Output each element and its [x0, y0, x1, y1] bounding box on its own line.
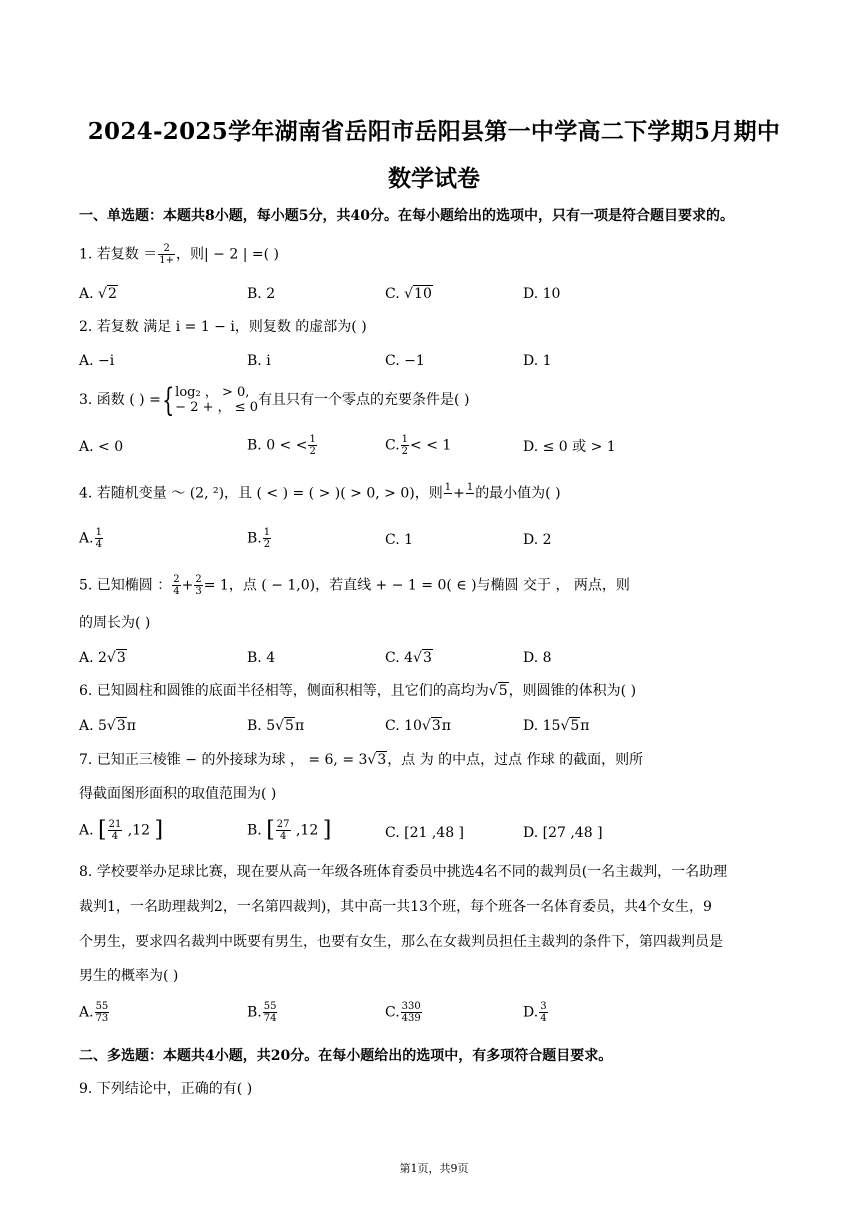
q5-option-a-label: A. 2√ [79, 650, 116, 666]
q3-piecewise [175, 385, 258, 415]
q4-option-b[interactable] [247, 527, 272, 550]
question-7 [79, 750, 643, 770]
q6-option-d-radicand: 5 [570, 718, 580, 734]
section-heading-single-choice: 一、单选题：本题共8小题，每小题5分，共40分。在每小题给出的选项中，只有一项是符合题目要求的。 [79, 208, 734, 224]
q5-frac2-num: 2 [195, 574, 202, 585]
q3-case-1: log₂ ， > 0, [175, 385, 250, 400]
q8-option-a-den: 73 [95, 1013, 109, 1024]
q6-radicand: 5 [498, 683, 508, 699]
q5-option-b[interactable]: B. 4 [247, 650, 276, 666]
question-8-line-2: 裁判1，一名助理裁判2，一名第四裁判)，其中高一共13个班，每个班各一名体育委员，共4个女生，9 [79, 899, 712, 915]
q5-suffix: = 1，点 ( − 1,0)，若直线 + − 1 = 0( ∈ )与椭圆 交于 ， 两点，则 [203, 577, 630, 594]
q4-frac2-den [466, 494, 474, 505]
q1-option-a-radicand: 2 [107, 286, 117, 302]
q5-frac2-den: 3 [195, 586, 202, 597]
q7-option-a-post: ,12 [123, 822, 155, 839]
q8-option-d-num: 3 [540, 1001, 547, 1012]
q7-prefix: 7. 已知正三棱锥 − 的外接球为球 ， = 6, = 3√ [79, 752, 377, 768]
q6-suffix: ，则圆锥的体积为( ) [508, 683, 637, 699]
q5-option-c-radicand: 3 [422, 650, 432, 666]
page-subtitle: 数学试卷 [388, 165, 480, 192]
q5-option-a-radicand: 3 [116, 650, 126, 666]
question-4 [79, 482, 561, 505]
q1-option-c-label: C. √ [385, 286, 414, 302]
q1-suffix: ，则| − 2 | =( ) [176, 246, 279, 263]
question-8-line-4: 男生的概率为( ) [79, 968, 179, 984]
q3-option-c-post: < < 1 [410, 437, 452, 454]
q3-prefix: 3. 函数 ( ) = [79, 392, 161, 408]
q1-fraction [158, 243, 175, 266]
q7-option-c[interactable]: C. [21 ,48 ] [385, 825, 465, 841]
q2-option-d[interactable]: D. 1 [523, 353, 552, 369]
q7-option-a-label: A. [79, 822, 94, 839]
q8-option-a[interactable] [79, 1001, 110, 1024]
q4-frac2-num: 1 [466, 482, 474, 493]
q4-option-a[interactable] [79, 527, 104, 550]
q1-fraction-num: 2 [158, 243, 175, 255]
q6-option-d[interactable] [523, 716, 590, 736]
q6-option-d-label: D. 15√ [523, 718, 570, 734]
question-7-line-2: 得截面图形面积的取值范围为( ) [79, 786, 277, 802]
question-6 [79, 681, 636, 701]
q3-option-b-label: B. 0 < < [247, 437, 308, 454]
page-footer: 第1页，共9页 [399, 1162, 469, 1175]
q4-prefix: 4. 若随机变量 ～ (2, ²)，且 ( < ) = ( > )( > 0, > 0)，则 [79, 485, 443, 502]
q1-option-c-radicand: 10 [414, 286, 432, 302]
q6-option-c-pi: π [441, 718, 451, 734]
q6-prefix: 6. 已知圆柱和圆锥的底面半径相等，侧面积相等，且它们的高均为√ [79, 683, 498, 699]
q4-frac1-num: 1 [444, 482, 452, 493]
q3-option-c-label: C. [385, 437, 400, 454]
q8-option-c-den: 439 [401, 1013, 421, 1024]
q5-option-a[interactable] [79, 648, 127, 668]
q6-option-b-pi: π [294, 718, 305, 734]
q4-frac1-den [444, 494, 452, 505]
q7-option-b[interactable]: B. [ $\frac{27}{4}$ ,12 ] [247, 817, 332, 843]
q8-option-b-den: 74 [263, 1013, 277, 1024]
q7-option-a[interactable]: A. [ $\frac{21}{4}$ ,12 ] [79, 817, 164, 843]
question-3 [79, 382, 469, 418]
q3-case-2: − 2 + ， ≤ 0 [175, 400, 259, 415]
q1-fraction-den: 1+ [159, 255, 175, 266]
q7-option-d[interactable]: D. [27 ,48 ] [523, 825, 603, 841]
q6-option-b[interactable] [247, 716, 304, 736]
q1-prefix: 1. 若复数 ＝ [79, 246, 158, 263]
q7-option-b-num: 27 [276, 819, 290, 830]
q3-option-b-num: 1 [309, 434, 316, 445]
q6-option-a-radicand: 3 [116, 718, 126, 734]
question-5-line-2: 的周长为( ) [79, 615, 151, 631]
q2-option-c[interactable]: C. −1 [385, 353, 425, 369]
q7-option-a-num: 21 [108, 819, 122, 830]
question-2: 2. 若复数 满足 i = 1 − i，则复数 的虚部为( ) [79, 319, 367, 335]
q6-option-d-pi: π [580, 718, 590, 734]
q3-option-c-num: 1 [401, 434, 409, 445]
q1-option-d[interactable]: D. 10 [523, 286, 561, 302]
q5-frac1-den: 4 [173, 586, 180, 597]
q6-option-c-label: C. 10√ [385, 718, 431, 734]
q3-brace: { [161, 381, 175, 419]
q8-option-d-label: D. [523, 1004, 539, 1021]
q8-option-d[interactable] [523, 1001, 549, 1024]
q3-option-c-den: 2 [401, 446, 409, 457]
q7-radicand: 3 [377, 752, 387, 768]
q4-option-b-den: 2 [263, 539, 271, 550]
q4-option-b-label: B. [247, 530, 262, 547]
q3-option-a[interactable]: A. < 0 [79, 439, 124, 455]
q3-option-d[interactable]: D. ≤ 0 或 > 1 [523, 439, 616, 455]
q7-suffix: ，点 为 的中点，过点 作球 的截面，则所 [387, 752, 644, 768]
q5-plus: + [181, 577, 194, 594]
q4-suffix: 的最小值为( ) [475, 485, 561, 502]
q5-option-c-label: C. 4√ [385, 650, 422, 666]
q4-option-a-num: 1 [95, 527, 102, 538]
q1-option-b[interactable]: B. 2 [247, 286, 276, 302]
q6-option-b-label: B. 5√ [247, 718, 285, 734]
q8-option-b-label: B. [247, 1004, 262, 1021]
q6-option-a[interactable] [79, 716, 136, 736]
q6-option-c[interactable] [385, 716, 451, 736]
q3-suffix: 有且只有一个零点的充要条件是( ) [258, 392, 470, 408]
q6-option-a-label: A. 5√ [79, 718, 116, 734]
q5-option-c[interactable] [385, 648, 433, 668]
q4-option-a-label: A. [79, 530, 94, 547]
q7-option-b-label: B. [247, 822, 262, 839]
q8-option-c-num: 330 [401, 1001, 421, 1012]
q7-option-a-den: 4 [111, 831, 119, 842]
q4-option-d[interactable]: D. 2 [523, 532, 552, 548]
q7-option-b-post: ,12 [291, 822, 323, 839]
q8-option-c-label: C. [385, 1004, 400, 1021]
q3-option-c[interactable] [385, 434, 451, 457]
question-1 [79, 243, 279, 266]
q8-option-c[interactable] [385, 1001, 423, 1024]
q1-option-a[interactable] [79, 284, 118, 304]
q8-option-b-num: 55 [263, 1001, 277, 1012]
q3-option-b-den: 2 [309, 446, 316, 457]
section-heading-multi-choice: 二、多选题：本题共4小题，共20分。在每小题给出的选项中，有多项符合题目要求。 [79, 1048, 613, 1064]
q8-option-a-num: 55 [95, 1001, 109, 1012]
question-8-line-1: 8. 学校要举办足球比赛，现在要从高一年级各班体育委员中挑选4名不同的裁判员(一名主裁判，一名助理 [79, 864, 728, 880]
question-8-line-3: 个男生，要求四名裁判中既要有男生，也要有女生，那么在女裁判员担任主裁判的条件下，第四裁判员是 [79, 934, 723, 950]
q8-option-d-den: 4 [540, 1013, 547, 1024]
question-9: 9. 下列结论中，正确的有( ) [79, 1081, 253, 1097]
q7-option-b-den: 4 [279, 831, 287, 842]
q5-option-d[interactable]: D. 8 [523, 650, 552, 666]
page-title: 2024-2025学年湖南省岳阳市岳阳县第一中学高二下学期5月期中 [87, 118, 781, 145]
q2-option-a[interactable]: A. −i [79, 353, 115, 369]
q4-option-a-den: 4 [95, 539, 102, 550]
q4-option-c[interactable]: C. 1 [385, 532, 414, 548]
q8-option-a-label: A. [79, 1004, 94, 1021]
q4-option-b-num: 1 [263, 527, 271, 538]
question-5 [79, 574, 630, 597]
q1-option-c[interactable] [385, 284, 433, 304]
q4-plus: + [453, 485, 465, 502]
q2-option-b[interactable]: B. i [247, 353, 271, 369]
q3-option-b[interactable] [247, 434, 318, 457]
q6-option-b-radicand: 5 [285, 718, 294, 734]
q5-frac1-num: 2 [173, 574, 180, 585]
q5-prefix: 5. 已知椭圆 ： [79, 577, 172, 594]
q6-option-a-pi: π [126, 718, 136, 734]
q6-option-c-radicand: 3 [431, 718, 441, 734]
q8-option-b[interactable] [247, 1001, 278, 1024]
q1-option-a-label: A. √ [79, 286, 107, 302]
